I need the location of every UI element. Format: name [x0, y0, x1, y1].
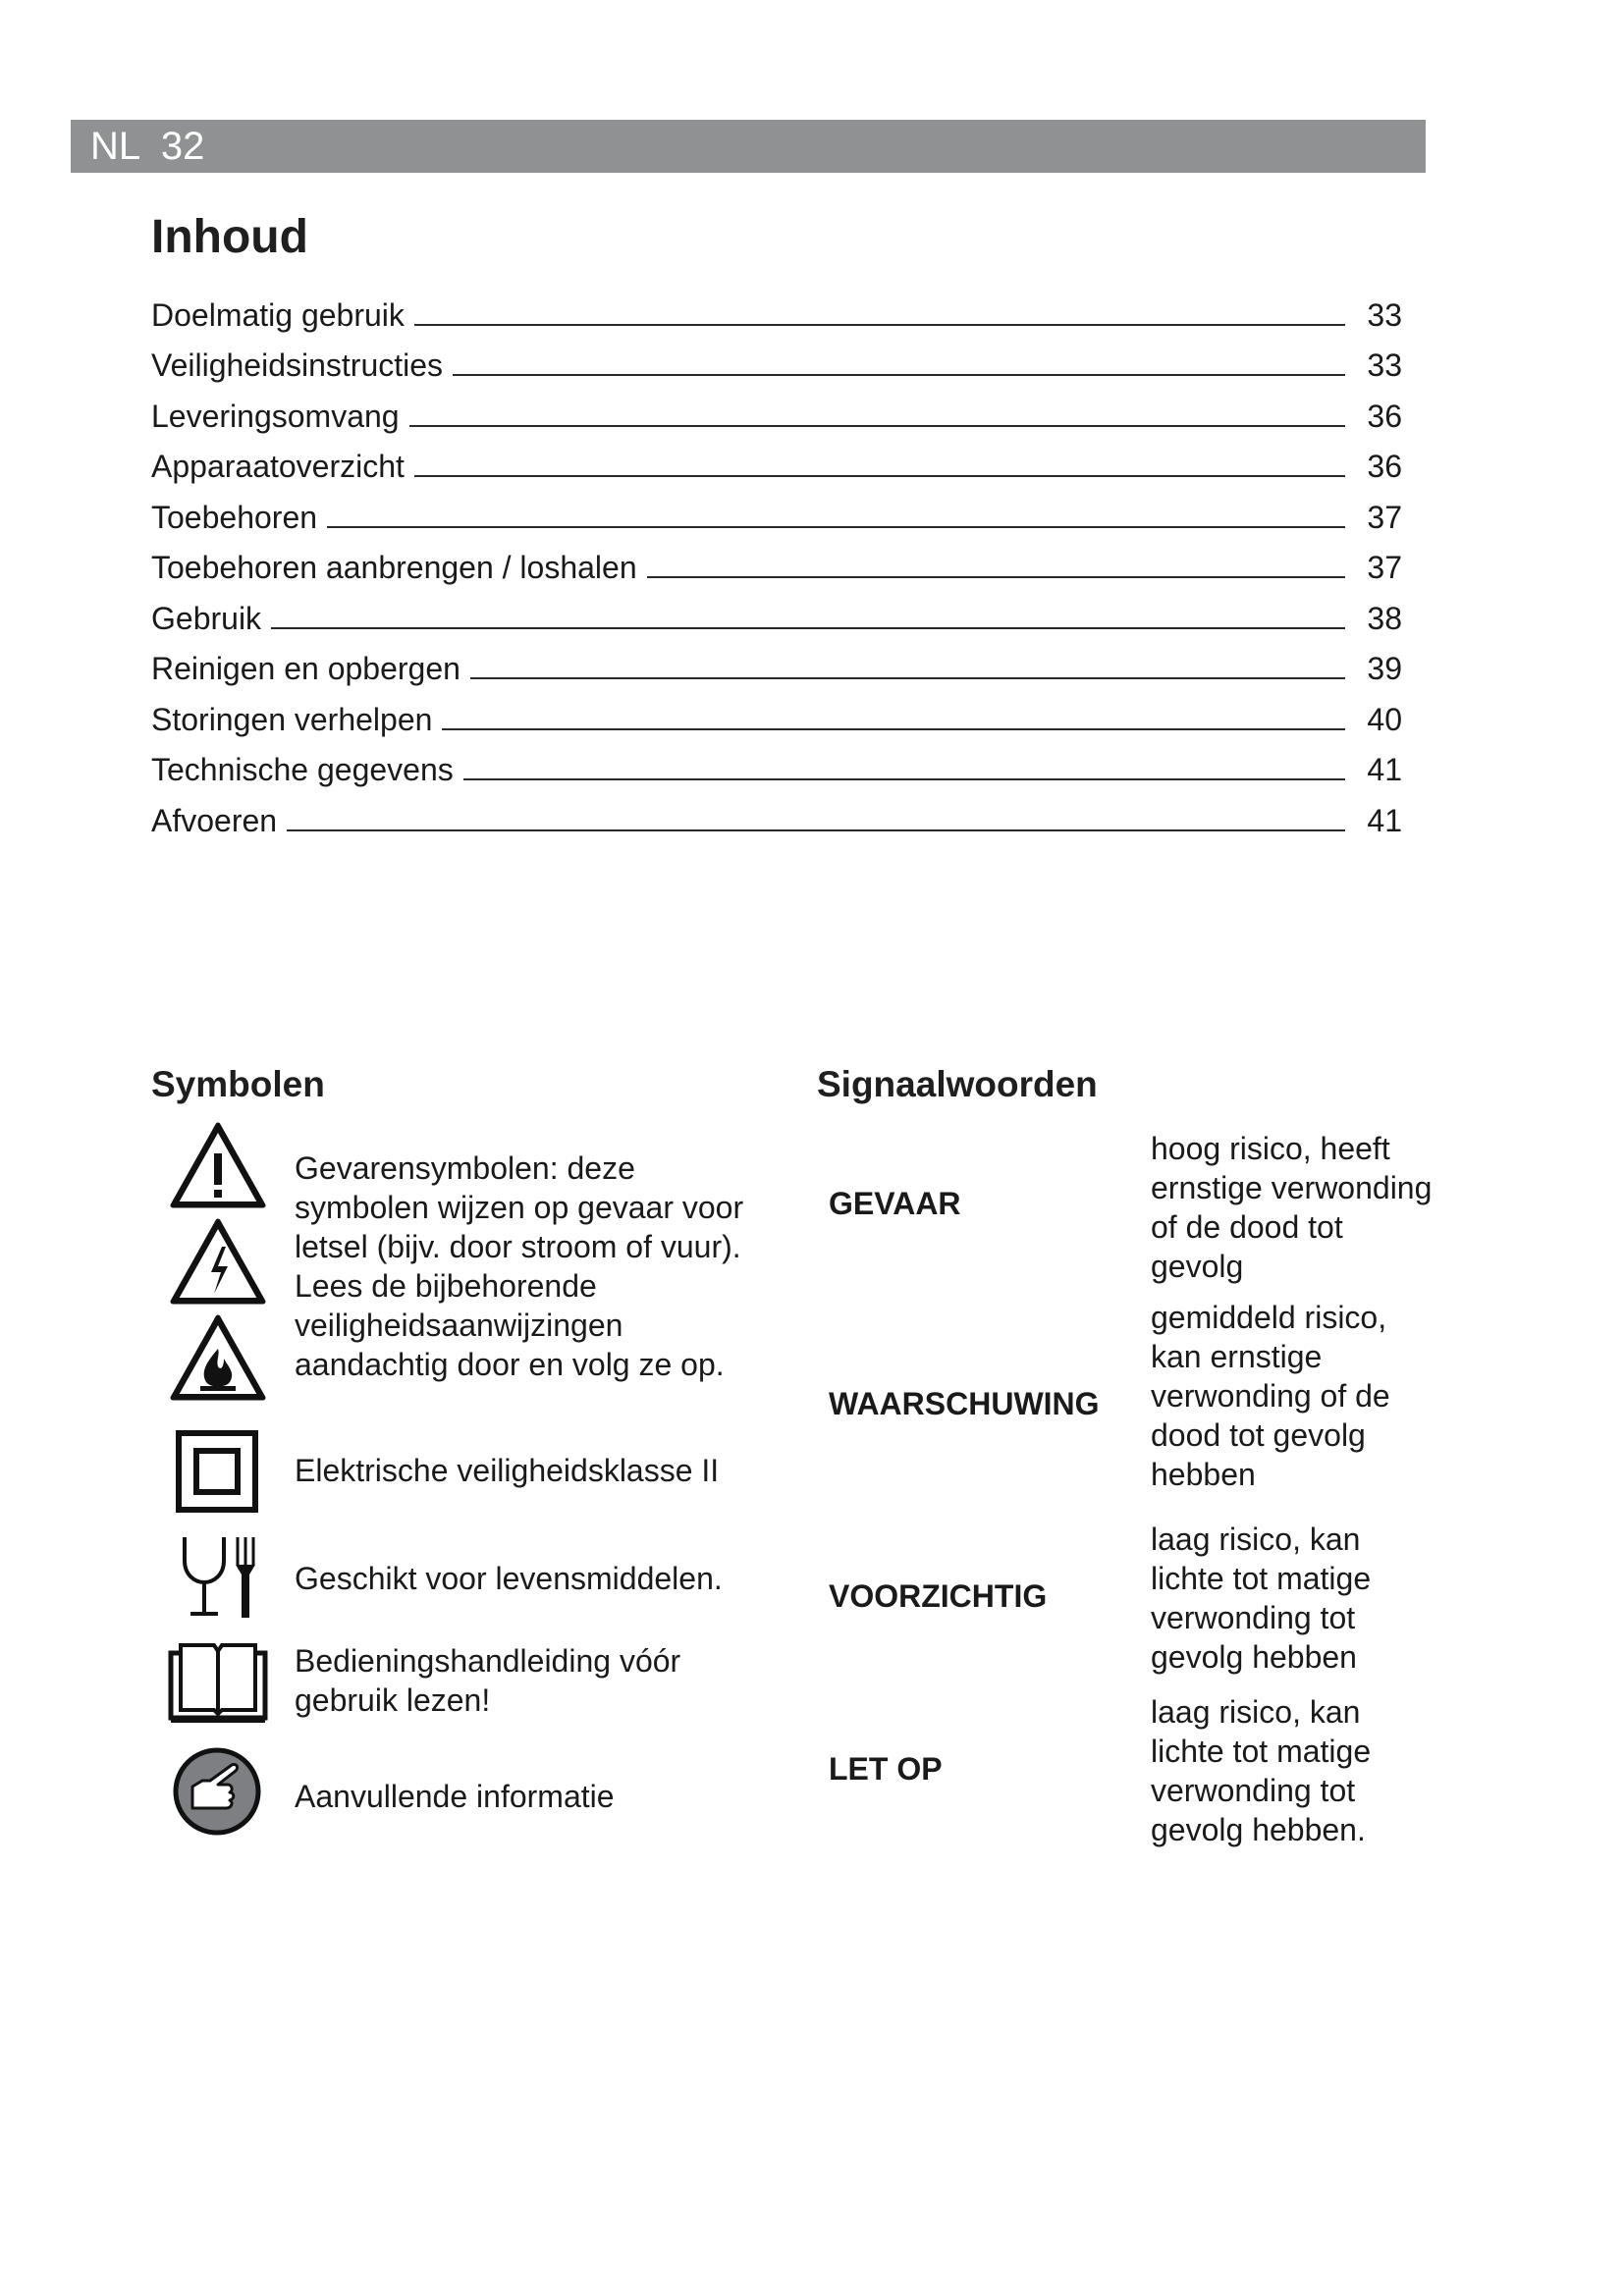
toc-entry-page: 37 [1367, 550, 1402, 585]
warning-triangle-icon [173, 1125, 263, 1205]
toc-entry-label: Veiligheidsinstructies [151, 347, 444, 383]
toc-entry[interactable] [151, 283, 1402, 334]
toc-entry-page: 41 [1367, 752, 1402, 787]
signal-description-warning: gemiddeld risico, kan ernstige verwonding of de dood tot gevolg hebben [1151, 1300, 1390, 1492]
glass-fork-icon [177, 1531, 259, 1622]
toc-entry-page: 33 [1367, 347, 1402, 383]
signal-description-notice: laag risico, kan lichte tot matige verwonding tot gevolg hebben. [1151, 1694, 1372, 1847]
page-number: 32 [160, 125, 205, 168]
open-book-icon [167, 1637, 269, 1726]
toc-entry-label: Doelmatig gebruik [151, 296, 405, 333]
toc-entry-page: 38 [1367, 600, 1402, 636]
double-square-icon [175, 1429, 259, 1514]
symbol-description-hazard: Gevarensymbolen: deze symbolen wijzen op gevaar voor letsel (bijv. door stroom of vuur). Lees de bijbehorende veiligheidsaanwijzingen aandachtig door en volg ze op. [295, 1150, 744, 1382]
table-of-contents [151, 283, 1402, 839]
toc-entry-label: Toebehoren [151, 499, 318, 535]
electric-hazard-icon [173, 1221, 263, 1302]
toc-entry-page: 37 [1367, 499, 1402, 535]
toc-entry-page: 41 [1367, 802, 1402, 838]
toc-leader-line [271, 627, 1345, 629]
toc-entry-label: Reinigen en opbergen [151, 651, 460, 686]
signal-words-title: Signaalwoorden [817, 1064, 1098, 1104]
toc-entry-page: 39 [1367, 651, 1402, 686]
toc-entry[interactable] [151, 435, 1402, 486]
toc-leader-line [470, 677, 1345, 679]
toc-entry-label: Afvoeren [151, 802, 278, 838]
toc-title: Inhoud [151, 211, 308, 263]
toc-entry[interactable] [151, 637, 1402, 688]
toc-entry-page: 33 [1367, 296, 1402, 333]
symbols-title: Symbolen [151, 1064, 325, 1104]
toc-entry-page: 36 [1367, 398, 1402, 434]
language-code: NL [90, 125, 139, 168]
toc-leader-line [327, 526, 1345, 528]
toc-entry[interactable] [151, 536, 1402, 587]
toc-leader-line [463, 778, 1345, 780]
toc-entry[interactable] [151, 384, 1402, 435]
toc-leader-line [409, 425, 1345, 427]
signal-word-caution: VOORZICHTIG [829, 1578, 1048, 1614]
signal-word-warning: WAARSCHUWING [829, 1386, 1100, 1421]
symbol-description-safety-class: Elektrische veiligheidsklasse II [295, 1453, 720, 1488]
symbol-description-food-safe: Geschikt voor levensmiddelen. [295, 1561, 723, 1596]
toc-entry-label: Storingen verhelpen [151, 701, 433, 737]
toc-leader-line [414, 475, 1345, 477]
symbol-description-read-manual: Bedieningshandleiding vóór gebruik lezen! [295, 1643, 681, 1718]
signal-description-danger: hoog risico, heeft ernstige verwonding of de dood tot gevolg [1151, 1131, 1433, 1284]
page-header-bar [71, 120, 1426, 173]
toc-entry[interactable] [151, 788, 1402, 839]
toc-leader-line [453, 374, 1345, 376]
toc-leader-line [442, 728, 1345, 730]
toc-entry[interactable] [151, 485, 1402, 536]
toc-leader-line [647, 576, 1345, 578]
pointing-hand-icon [171, 1745, 263, 1838]
toc-leader-line [287, 829, 1345, 831]
toc-entry-page: 36 [1367, 449, 1402, 484]
symbol-description-additional-info: Aanvullende informatie [295, 1779, 615, 1814]
signal-word-notice: LET OP [829, 1751, 943, 1787]
toc-entry[interactable] [151, 738, 1402, 789]
signal-description-caution: laag risico, kan lichte tot matige verwonding tot gevolg hebben [1151, 1522, 1372, 1675]
toc-leader-line [414, 324, 1345, 326]
fire-hazard-icon [173, 1317, 263, 1398]
toc-entry-label: Apparaatoverzicht [151, 449, 405, 484]
toc-entry-label: Leveringsomvang [151, 398, 400, 434]
toc-entry-page: 40 [1367, 701, 1402, 737]
toc-entry-label: Toebehoren aanbrengen / loshalen [151, 550, 637, 585]
toc-entry-label: Gebruik [151, 600, 262, 636]
toc-entry-label: Technische gegevens [151, 752, 454, 787]
signal-word-danger: GEVAAR [829, 1186, 961, 1221]
toc-entry[interactable] [151, 687, 1402, 738]
hazard-symbols-group [167, 1119, 269, 1404]
toc-entry[interactable] [151, 334, 1402, 385]
toc-entry[interactable] [151, 586, 1402, 637]
